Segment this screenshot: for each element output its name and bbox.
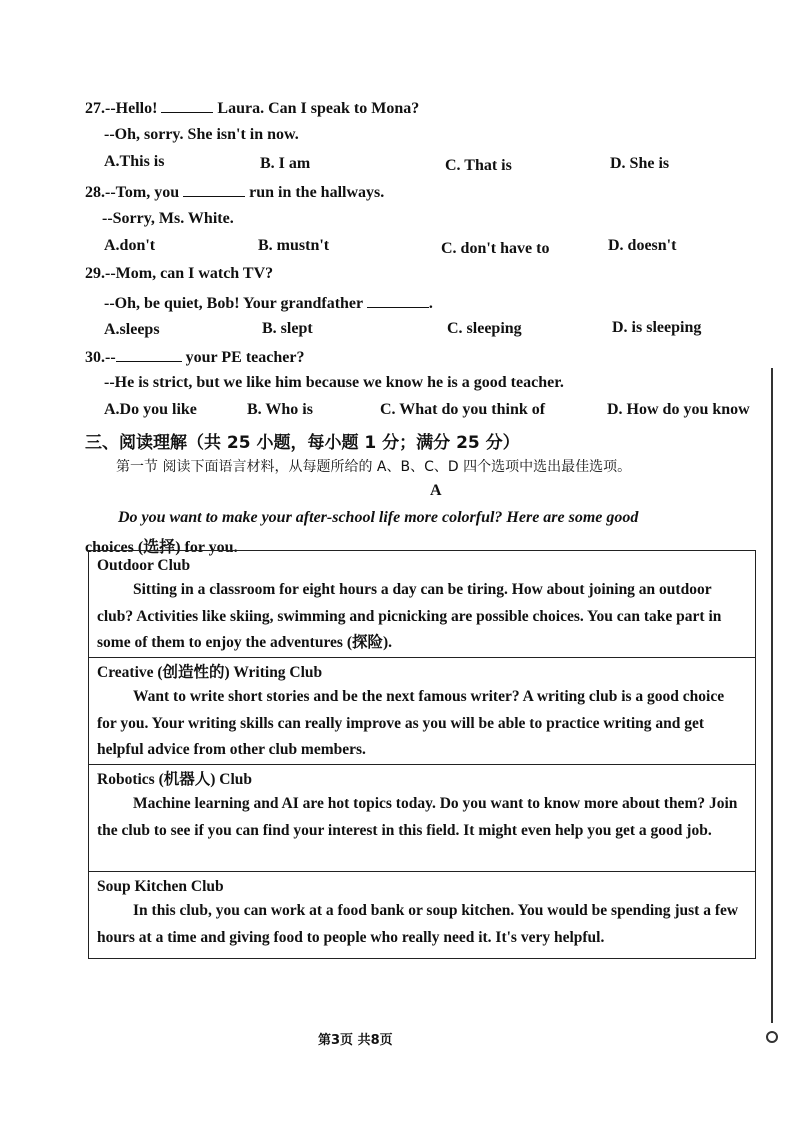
- question-30-stem: 30.-- your PE teacher?: [85, 349, 305, 366]
- question-28-option-a: A.don't: [104, 237, 156, 254]
- question-27-option-c: C. That is: [445, 157, 512, 174]
- question-29-option-b: B. slept: [262, 320, 313, 337]
- club-creative-writing: [89, 658, 755, 765]
- question-29-reply: --Oh, be quiet, Bob! Your grandfather .: [104, 295, 433, 312]
- question-29-stem: 29.--Mom, can I watch TV?: [85, 265, 274, 282]
- section-title: 三、阅读理解（共 25 小题，每小题 1 分；满分 25 分）: [85, 433, 520, 453]
- passage-intro-line-1: Do you want to make your after-school life more colorful? Here are some good: [118, 509, 639, 526]
- club-title: Soup Kitchen Club: [97, 878, 224, 895]
- passage-intro-line-2: choices (选择) for you.: [85, 539, 238, 556]
- club-robotics: [89, 765, 755, 872]
- question-28-reply: --Sorry, Ms. White.: [102, 210, 234, 227]
- question-29-option-c: C. sleeping: [447, 320, 522, 337]
- club-title: Robotics (机器人) Club: [97, 771, 253, 788]
- question-27-reply: --Oh, sorry. She isn't in now.: [104, 126, 299, 143]
- club-description: Sitting in a classroom for eight hours a day can be tiring. How about joining an outdoor club? Activities like skiing, swimming and picnicking are possible choices. You can take part in some of them to enjoy the adventures (探险).: [97, 581, 722, 651]
- answer-blank: [367, 293, 429, 308]
- question-30-option-b: B. Who is: [247, 401, 313, 418]
- club-description: Machine learning and AI are hot topics today. Do you want to know more about them? Join the club to see if you can find your interest in this field. It might even help you get a good job.: [97, 795, 738, 839]
- passage-letter: A: [430, 482, 442, 499]
- section-instruction: 第一节 阅读下面语言材料，从每题所给的 A、B、C、D 四个选项中选出最佳选项。: [116, 459, 632, 475]
- question-30-reply: --He is strict, but we like him because we know he is a good teacher.: [104, 374, 564, 391]
- club-outdoor: [89, 551, 755, 658]
- binding-ring-icon: [766, 1031, 778, 1043]
- question-27-option-d: D. She is: [610, 155, 670, 172]
- club-title: Creative (创造性的) Writing Club: [97, 664, 323, 681]
- question-27-option-a: A.This is: [104, 153, 165, 170]
- question-28-option-b: B. mustn't: [258, 237, 330, 254]
- question-28-option-c: C. don't have to: [441, 240, 550, 257]
- question-30-option-a: A.Do you like: [104, 401, 197, 418]
- answer-blank: [161, 98, 213, 113]
- question-30-option-c: C. What do you think of: [380, 401, 546, 418]
- question-29-option-a: A.sleeps: [104, 321, 160, 338]
- question-28-stem: 28.--Tom, you run in the hallways.: [85, 184, 385, 201]
- club-description: In this club, you can work at a food bank or soup kitchen. You would be spending just a few hours at a time and giving food to people who really need it. It's very helpful.: [97, 902, 739, 946]
- question-28-option-d: D. doesn't: [608, 237, 677, 254]
- question-30-option-d: D. How do you know: [607, 401, 750, 418]
- clubs-table: [88, 550, 756, 959]
- answer-blank: [183, 182, 245, 197]
- question-27-option-b: B. I am: [260, 155, 311, 172]
- club-description: Want to write short stories and be the next famous writer? A writing club is a good choice for you. Your writing skills can really improve as you will be able to practice writing and get helpful advice from other club members.: [97, 688, 725, 758]
- binding-margin-line: [771, 368, 773, 1023]
- question-27-stem: 27.--Hello! Laura. Can I speak to Mona?: [85, 100, 420, 117]
- question-29-option-d: D. is sleeping: [612, 319, 702, 336]
- answer-blank: [116, 347, 182, 362]
- club-title: Outdoor Club: [97, 557, 191, 574]
- page-footer: 第3页 共8页: [318, 1033, 393, 1048]
- club-soup-kitchen: [89, 872, 755, 958]
